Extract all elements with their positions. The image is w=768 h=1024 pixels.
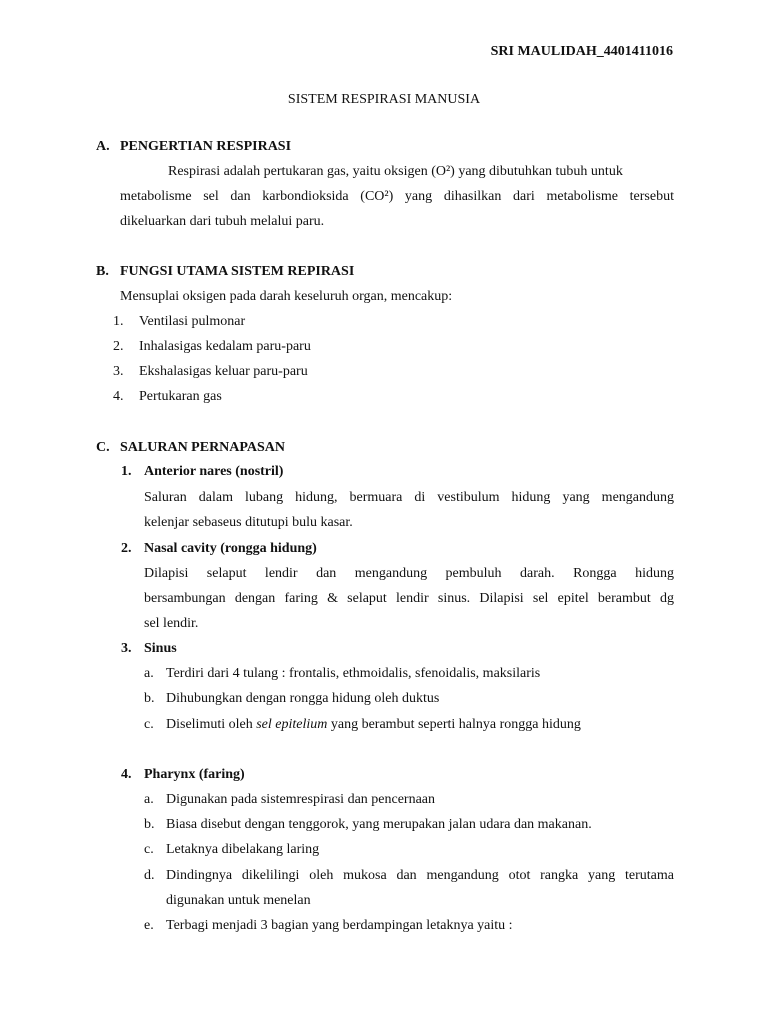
list-item-label: c. bbox=[144, 842, 154, 857]
list-item-label: d. bbox=[144, 868, 155, 883]
list-item-label: b. bbox=[144, 817, 155, 832]
list-item bbox=[144, 792, 435, 808]
list-item-text: Biasa disebut dengan tenggorok, yang merupakan jalan udara dan makanan. bbox=[166, 817, 592, 832]
subsection-body-line: sel lendir. bbox=[144, 616, 199, 631]
list-item-text: Terdiri dari 4 tulang : frontalis, ethmoidalis, sfenoidalis, maksilaris bbox=[166, 666, 541, 681]
section-a-line-3: dikeluarkan dari tubuh melalui paru. bbox=[120, 214, 325, 229]
section-a-heading bbox=[96, 139, 291, 155]
section-a-line-2: metabolisme sel dan karbondioksida (CO²) yang dihasilkan dari metabolisme tersebut bbox=[120, 189, 674, 204]
list-item-text: Pertukaran gas bbox=[139, 389, 222, 404]
subsection-heading bbox=[121, 767, 245, 783]
section-b-letter: B. bbox=[96, 264, 109, 279]
section-b-title: FUNGSI UTAMA SISTEM REPIRASI bbox=[120, 264, 355, 279]
list-item-number: 1. bbox=[113, 314, 124, 329]
section-c-letter: C. bbox=[96, 440, 110, 455]
subsection-number: 4. bbox=[121, 767, 132, 782]
list-item-text: Dindingnya dikelilingi oleh mukosa dan mengandung otot rangka yang terutama bbox=[166, 868, 674, 883]
subsection-number: 2. bbox=[121, 541, 132, 556]
list-item-emphasis: sel epitelium bbox=[256, 717, 328, 732]
list-item-text: Ventilasi pulmonar bbox=[139, 314, 246, 329]
list-item-number: 2. bbox=[113, 339, 124, 354]
section-a-title: PENGERTIAN RESPIRASI bbox=[120, 139, 292, 154]
subsection-title: Anterior nares (nostril) bbox=[144, 464, 284, 479]
subsection-number: 3. bbox=[121, 641, 132, 656]
list-item bbox=[113, 314, 245, 330]
page-title: SISTEM RESPIRASI MANUSIA bbox=[287, 92, 481, 107]
list-item bbox=[144, 817, 592, 833]
list-item bbox=[113, 364, 308, 380]
author-header: SRI MAULIDAH_4401411016 bbox=[490, 44, 673, 59]
list-item-label: a. bbox=[144, 666, 154, 681]
list-item-text: Inhalasigas kedalam paru-paru bbox=[139, 339, 311, 354]
section-c-heading bbox=[96, 440, 285, 456]
list-item bbox=[144, 717, 581, 733]
list-item-continuation: digunakan untuk menelan bbox=[166, 893, 311, 908]
list-item bbox=[144, 666, 540, 682]
list-item bbox=[144, 868, 674, 884]
subsection-heading bbox=[121, 464, 283, 480]
list-item bbox=[144, 691, 439, 707]
list-item-label: b. bbox=[144, 691, 155, 706]
list-item-number: 3. bbox=[113, 364, 124, 379]
list-item-label: a. bbox=[144, 792, 154, 807]
list-item-label: e. bbox=[144, 918, 154, 933]
list-item bbox=[113, 389, 222, 405]
section-b-heading bbox=[96, 264, 354, 280]
subsection-heading bbox=[121, 541, 317, 557]
subsection-heading bbox=[121, 641, 177, 657]
list-item-text: Letaknya dibelakang laring bbox=[166, 842, 320, 857]
list-item bbox=[144, 842, 319, 858]
subsection-title: Sinus bbox=[144, 641, 177, 656]
list-item-text-post: yang berambut seperti halnya rongga hidung bbox=[327, 717, 581, 732]
subsection-title: Nasal cavity (rongga hidung) bbox=[144, 541, 317, 556]
list-item-label: c. bbox=[144, 717, 154, 732]
list-item-number: 4. bbox=[113, 389, 124, 404]
section-a-letter: A. bbox=[96, 139, 110, 154]
subsection-title: Pharynx (faring) bbox=[144, 767, 245, 782]
section-c-title: SALURAN PERNAPASAN bbox=[120, 440, 286, 455]
list-item-text: Terbagi menjadi 3 bagian yang berdampingan letaknya yaitu : bbox=[166, 918, 513, 933]
subsection-number: 1. bbox=[121, 464, 132, 479]
list-item bbox=[144, 918, 513, 934]
section-b-intro: Mensuplai oksigen pada darah keseluruh organ, mencakup: bbox=[120, 289, 453, 304]
section-a-line-1: Respirasi adalah pertukaran gas, yaitu oksigen (O²) yang dibutuhkan tubuh untuk bbox=[168, 164, 623, 179]
subsection-body-line: Dilapisi selaput lendir dan mengandung pembuluh darah. Rongga hidung bbox=[144, 566, 674, 581]
subsection-body-line: kelenjar sebaseus ditutupi bulu kasar. bbox=[144, 515, 353, 530]
list-item bbox=[113, 339, 311, 355]
subsection-body-line: Saluran dalam lubang hidung, bermuara di vestibulum hidung yang mengandung bbox=[144, 490, 674, 505]
list-item-text: Dihubungkan dengan rongga hidung oleh duktus bbox=[166, 691, 440, 706]
list-item-text-pre: Diselimuti oleh bbox=[166, 717, 257, 732]
list-item-text: Digunakan pada sistemrespirasi dan pencernaan bbox=[166, 792, 436, 807]
list-item-text: Ekshalasigas keluar paru-paru bbox=[139, 364, 308, 379]
subsection-body-line: bersambungan dengan faring & selaput lendir sinus. Dilapisi sel epitel berambut dg bbox=[144, 591, 674, 606]
